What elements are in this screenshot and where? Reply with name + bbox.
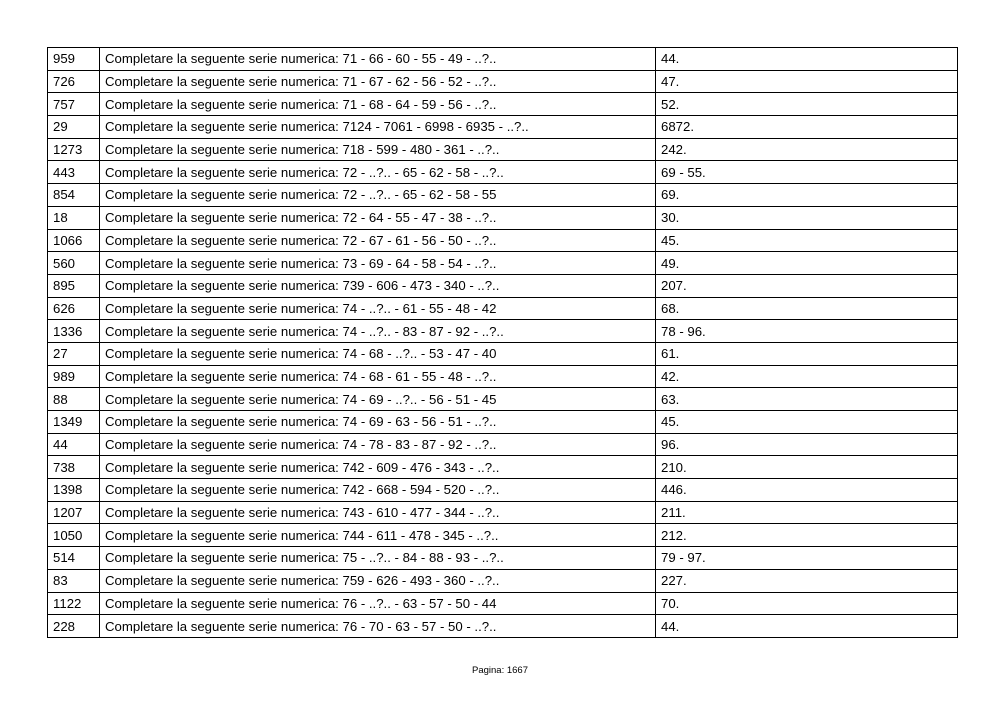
table-row [48,365,958,388]
question-text: Completare la seguente serie numerica: 72 - ..?.. - 65 - 62 - 58 - 55 [100,184,656,207]
answer-text: 45. [656,411,958,434]
question-text: Completare la seguente serie numerica: 744 - 611 - 478 - 345 - ..?.. [100,524,656,547]
question-text: Completare la seguente serie numerica: 718 - 599 - 480 - 361 - ..?.. [100,138,656,161]
answer-text: 78 - 96. [656,320,958,343]
question-id: 626 [48,297,100,320]
table-row [48,161,958,184]
question-id: 29 [48,116,100,139]
answer-text: 211. [656,501,958,524]
question-text: Completare la seguente serie numerica: 74 - 69 - 63 - 56 - 51 - ..?.. [100,411,656,434]
question-id: 228 [48,615,100,638]
table-row [48,524,958,547]
table-row [48,274,958,297]
question-text: Completare la seguente serie numerica: 74 - 68 - ..?.. - 53 - 47 - 40 [100,342,656,365]
table-row [48,592,958,615]
question-id: 989 [48,365,100,388]
answer-text: 446. [656,479,958,502]
question-id: 44 [48,433,100,456]
question-text: Completare la seguente serie numerica: 759 - 626 - 493 - 360 - ..?.. [100,569,656,592]
question-text: Completare la seguente serie numerica: 742 - 609 - 476 - 343 - ..?.. [100,456,656,479]
question-id: 83 [48,569,100,592]
question-id: 1349 [48,411,100,434]
table-row [48,138,958,161]
question-text: Completare la seguente serie numerica: 739 - 606 - 473 - 340 - ..?.. [100,274,656,297]
answer-text: 227. [656,569,958,592]
question-text: Completare la seguente serie numerica: 74 - 69 - ..?.. - 56 - 51 - 45 [100,388,656,411]
question-id: 560 [48,252,100,275]
question-id: 1050 [48,524,100,547]
question-id: 443 [48,161,100,184]
question-id: 1398 [48,479,100,502]
answer-text: 44. [656,615,958,638]
question-id: 514 [48,547,100,570]
question-text: Completare la seguente serie numerica: 742 - 668 - 594 - 520 - ..?.. [100,479,656,502]
table-row [48,388,958,411]
questions-table [47,47,958,638]
answer-text: 44. [656,48,958,71]
answer-text: 47. [656,70,958,93]
answer-text: 69. [656,184,958,207]
question-id: 895 [48,274,100,297]
question-text: Completare la seguente serie numerica: 71 - 67 - 62 - 56 - 52 - ..?.. [100,70,656,93]
question-text: Completare la seguente serie numerica: 74 - ..?.. - 61 - 55 - 48 - 42 [100,297,656,320]
question-id: 1273 [48,138,100,161]
table-row [48,297,958,320]
table-row [48,411,958,434]
answer-text: 42. [656,365,958,388]
answer-text: 63. [656,388,958,411]
question-text: Completare la seguente serie numerica: 72 - 67 - 61 - 56 - 50 - ..?.. [100,229,656,252]
question-id: 1122 [48,592,100,615]
question-text: Completare la seguente serie numerica: 74 - 78 - 83 - 87 - 92 - ..?.. [100,433,656,456]
question-id: 1066 [48,229,100,252]
answer-text: 61. [656,342,958,365]
question-text: Completare la seguente serie numerica: 73 - 69 - 64 - 58 - 54 - ..?.. [100,252,656,275]
question-id: 27 [48,342,100,365]
answer-text: 79 - 97. [656,547,958,570]
table-row [48,342,958,365]
question-text: Completare la seguente serie numerica: 743 - 610 - 477 - 344 - ..?.. [100,501,656,524]
table-row [48,252,958,275]
answer-text: 212. [656,524,958,547]
question-text: Completare la seguente serie numerica: 74 - ..?.. - 83 - 87 - 92 - ..?.. [100,320,656,343]
answer-text: 69 - 55. [656,161,958,184]
answer-text: 52. [656,93,958,116]
table-row [48,48,958,71]
question-id: 1207 [48,501,100,524]
table-row [48,320,958,343]
page-number: Pagina: 1667 [472,665,528,676]
answer-text: 96. [656,433,958,456]
table-row [48,206,958,229]
question-id: 854 [48,184,100,207]
question-id: 726 [48,70,100,93]
table-row [48,116,958,139]
answer-text: 210. [656,456,958,479]
question-text: Completare la seguente serie numerica: 71 - 66 - 60 - 55 - 49 - ..?.. [100,48,656,71]
question-id: 757 [48,93,100,116]
page-footer [0,665,1000,676]
table-row [48,93,958,116]
table-row [48,70,958,93]
answer-text: 68. [656,297,958,320]
question-text: Completare la seguente serie numerica: 7124 - 7061 - 6998 - 6935 - ..?.. [100,116,656,139]
question-id: 18 [48,206,100,229]
question-text: Completare la seguente serie numerica: 76 - ..?.. - 63 - 57 - 50 - 44 [100,592,656,615]
question-id: 1336 [48,320,100,343]
questions-table-body [48,48,958,638]
question-id: 88 [48,388,100,411]
answer-text: 30. [656,206,958,229]
question-text: Completare la seguente serie numerica: 71 - 68 - 64 - 59 - 56 - ..?.. [100,93,656,116]
table-row [48,433,958,456]
table-row [48,184,958,207]
table-row [48,456,958,479]
question-text: Completare la seguente serie numerica: 72 - ..?.. - 65 - 62 - 58 - ..?.. [100,161,656,184]
answer-text: 6872. [656,116,958,139]
table-row [48,569,958,592]
question-text: Completare la seguente serie numerica: 75 - ..?.. - 84 - 88 - 93 - ..?.. [100,547,656,570]
table-row [48,501,958,524]
question-text: Completare la seguente serie numerica: 74 - 68 - 61 - 55 - 48 - ..?.. [100,365,656,388]
answer-text: 45. [656,229,958,252]
answer-text: 49. [656,252,958,275]
question-text: Completare la seguente serie numerica: 76 - 70 - 63 - 57 - 50 - ..?.. [100,615,656,638]
table-row [48,547,958,570]
answer-text: 70. [656,592,958,615]
answer-text: 242. [656,138,958,161]
question-id: 959 [48,48,100,71]
question-text: Completare la seguente serie numerica: 72 - 64 - 55 - 47 - 38 - ..?.. [100,206,656,229]
table-row [48,615,958,638]
table-row [48,229,958,252]
table-row [48,479,958,502]
answer-text: 207. [656,274,958,297]
question-id: 738 [48,456,100,479]
